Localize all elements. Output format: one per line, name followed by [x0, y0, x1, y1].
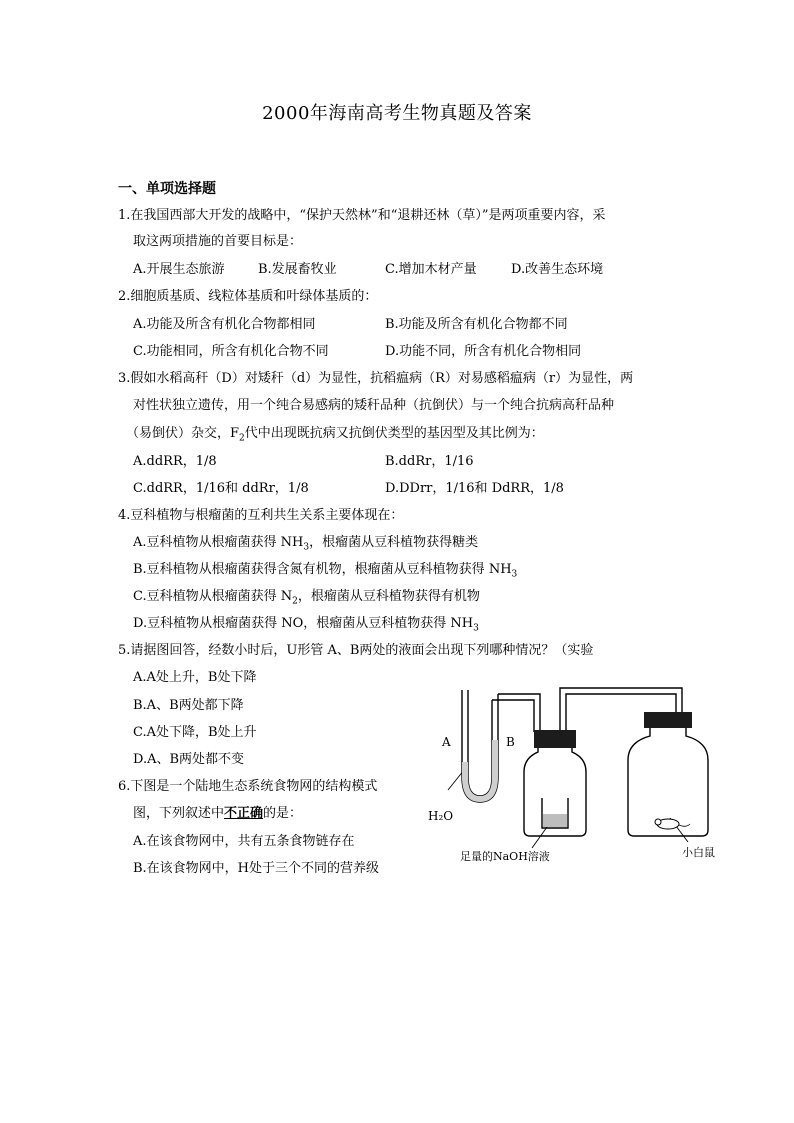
- label-b: B: [506, 735, 515, 749]
- question-1-option-c: C.增加木材产量: [385, 262, 477, 277]
- bottle-2-stopper: [644, 712, 692, 728]
- question-5-option-c: C.A处下降，B处上升: [133, 725, 257, 740]
- question-2-line-1: 2.细胞质基质、线粒体基质和叶绿体基质的：: [118, 289, 378, 304]
- question-1-option-b: B.发展畜牧业: [258, 262, 337, 277]
- document-title: 2000年海南高考生物真题及答案: [262, 103, 532, 124]
- question-4-option-b: B.豆科植物从根瘤菌获得含氮有机物，根瘤菌从豆科植物获得 $NH_3$: [133, 562, 518, 580]
- label-naoh-solution: 足量的NaOH溶液: [460, 850, 550, 863]
- experiment-apparatus-figure: [420, 680, 750, 870]
- question-3-option-c: C.ddRR，1/16和 ddRr，1/8: [133, 481, 309, 496]
- question-6-option-b: B.在该食物网中，H处于三个不同的营养级: [133, 861, 380, 876]
- question-3-option-b: B.ddRr，1/16: [385, 454, 474, 469]
- question-4-option-d: D.豆科植物从根瘤菌获得 NO，根瘤菌从豆科植物获得 $NH_3$: [133, 616, 479, 634]
- question-3-line-1: 3.假如水稻高秆（D）对矮秆（d）为显性，抗稻瘟病（R）对易感稻瘟病（r）为显性，两: [118, 371, 634, 386]
- bottle-1-stopper: [534, 730, 576, 748]
- question-2-option-c: C.功能相同，所含有机化合物不同: [133, 344, 329, 359]
- question-3-line-2: 对性状独立遗传，用一个纯合易感病的矮秆品种（抗倒伏）与一个纯合抗病高秆品种: [133, 398, 615, 413]
- question-3-option-a: A.ddRR，1/8: [133, 454, 217, 469]
- question-5-option-d: D.A、B两处都不变: [133, 752, 245, 767]
- question-2-option-d: D.功能不同，所含有机化合物相同: [385, 344, 582, 359]
- label-white-mouse: 小白鼠: [682, 846, 715, 859]
- question-6-line-2: 图，下列叙述中不正确的是：: [133, 806, 303, 821]
- label-a: A: [442, 735, 451, 749]
- question-2-option-a: A.功能及所含有机化合物都相同: [133, 317, 316, 332]
- white-mouse-icon: [655, 819, 690, 829]
- question-3-option-d: D.DDrr，1/16和 DdRR，1/8: [385, 481, 564, 496]
- question-5-line-1: 5.请据图回答，经数小时后，U形管 A、B两处的液面会出现下列哪种情况？（实验: [118, 643, 594, 658]
- question-4-option-c: C.豆科植物从根瘤菌获得 $N_2$，根瘤菌从豆科植物获得有机物: [133, 589, 480, 607]
- label-water: H₂O: [428, 809, 454, 823]
- question-1-option-a: A.开展生态旅游: [133, 262, 225, 277]
- u-tube-inner: [468, 690, 492, 796]
- question-1-option-d: D.改善生态环境: [511, 262, 604, 277]
- question-3-line-3: （易倒伏）杂交，$F_2$代中出现既抗病又抗倒伏类型的基因型及其比例为：: [126, 426, 544, 444]
- question-4-line-1: 4.豆科植物与根瘤菌的互利共生关系主要体现在：: [118, 508, 404, 523]
- question-1-line-2: 取这两项措施的首要目标是：: [133, 234, 303, 249]
- question-4-option-a: A.豆科植物从根瘤菌获得 $NH_3$，根瘤菌从豆科植物获得糖类: [133, 535, 479, 553]
- emphasis-not-correct: 不正确: [224, 806, 264, 821]
- question-2-option-b: B.功能及所含有机化合物都不同: [385, 317, 568, 332]
- question-6-line-1: 6.下图是一个陆地生态系统食物网的结构模式: [118, 779, 378, 794]
- section-heading: 一、单项选择题: [118, 181, 216, 197]
- question-5-option-a: A.A处上升，B处下降: [133, 670, 257, 685]
- question-6-option-a: A.在该食物网中，共有五条食物链存在: [133, 834, 355, 849]
- question-1-line-1: 1.在我国西部大开发的战略中，“保护天然林”和“退耕还林（草）”是两项重要内容，采: [118, 208, 606, 223]
- question-5-option-b: B.A、B两处都下降: [133, 698, 244, 713]
- naoh-solution: [543, 814, 567, 827]
